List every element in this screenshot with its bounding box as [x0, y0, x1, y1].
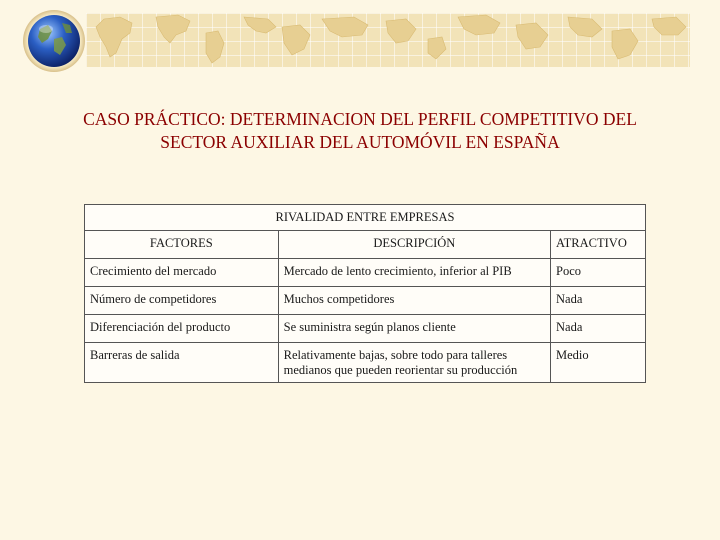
- column-header-atractivo: ATRACTIVO: [551, 231, 646, 259]
- table-row: [85, 287, 646, 315]
- factor-cell: Número de competidores: [85, 287, 279, 315]
- rivalry-table: [84, 204, 646, 383]
- table-caption: RIVALIDAD ENTRE EMPRESAS: [85, 205, 646, 231]
- descripcion-cell: Muchos competidores: [278, 287, 550, 315]
- descripcion-cell: Relativamente bajas, sobre todo para talleres medianos que pueden reorientar su producción: [278, 343, 550, 383]
- table-row: [85, 315, 646, 343]
- atractivo-cell: Poco: [551, 259, 646, 287]
- atractivo-cell: Nada: [551, 287, 646, 315]
- factor-cell: Crecimiento del mercado: [85, 259, 279, 287]
- world-map-banner: [86, 13, 690, 67]
- atractivo-cell: Medio: [551, 343, 646, 383]
- globe-icon: [22, 9, 86, 73]
- table-row: [85, 343, 646, 383]
- factor-cell: Diferenciación del producto: [85, 315, 279, 343]
- factor-cell: Barreras de salida: [85, 343, 279, 383]
- descripcion-cell: Mercado de lento crecimiento, inferior al PIB: [278, 259, 550, 287]
- atractivo-cell: Nada: [551, 315, 646, 343]
- table-row: [85, 259, 646, 287]
- page-title: CASO PRÁCTICO: DETERMINACION DEL PERFIL COMPETITIVO DEL SECTOR AUXILIAR DEL AUTOMÓVIL EN ESPAÑA: [83, 109, 637, 152]
- column-header-descripcion: DESCRIPCIÓN: [278, 231, 550, 259]
- column-header-factores: FACTORES: [85, 231, 279, 259]
- world-map-silhouette: [86, 13, 690, 67]
- descripcion-cell: Se suministra según planos cliente: [278, 315, 550, 343]
